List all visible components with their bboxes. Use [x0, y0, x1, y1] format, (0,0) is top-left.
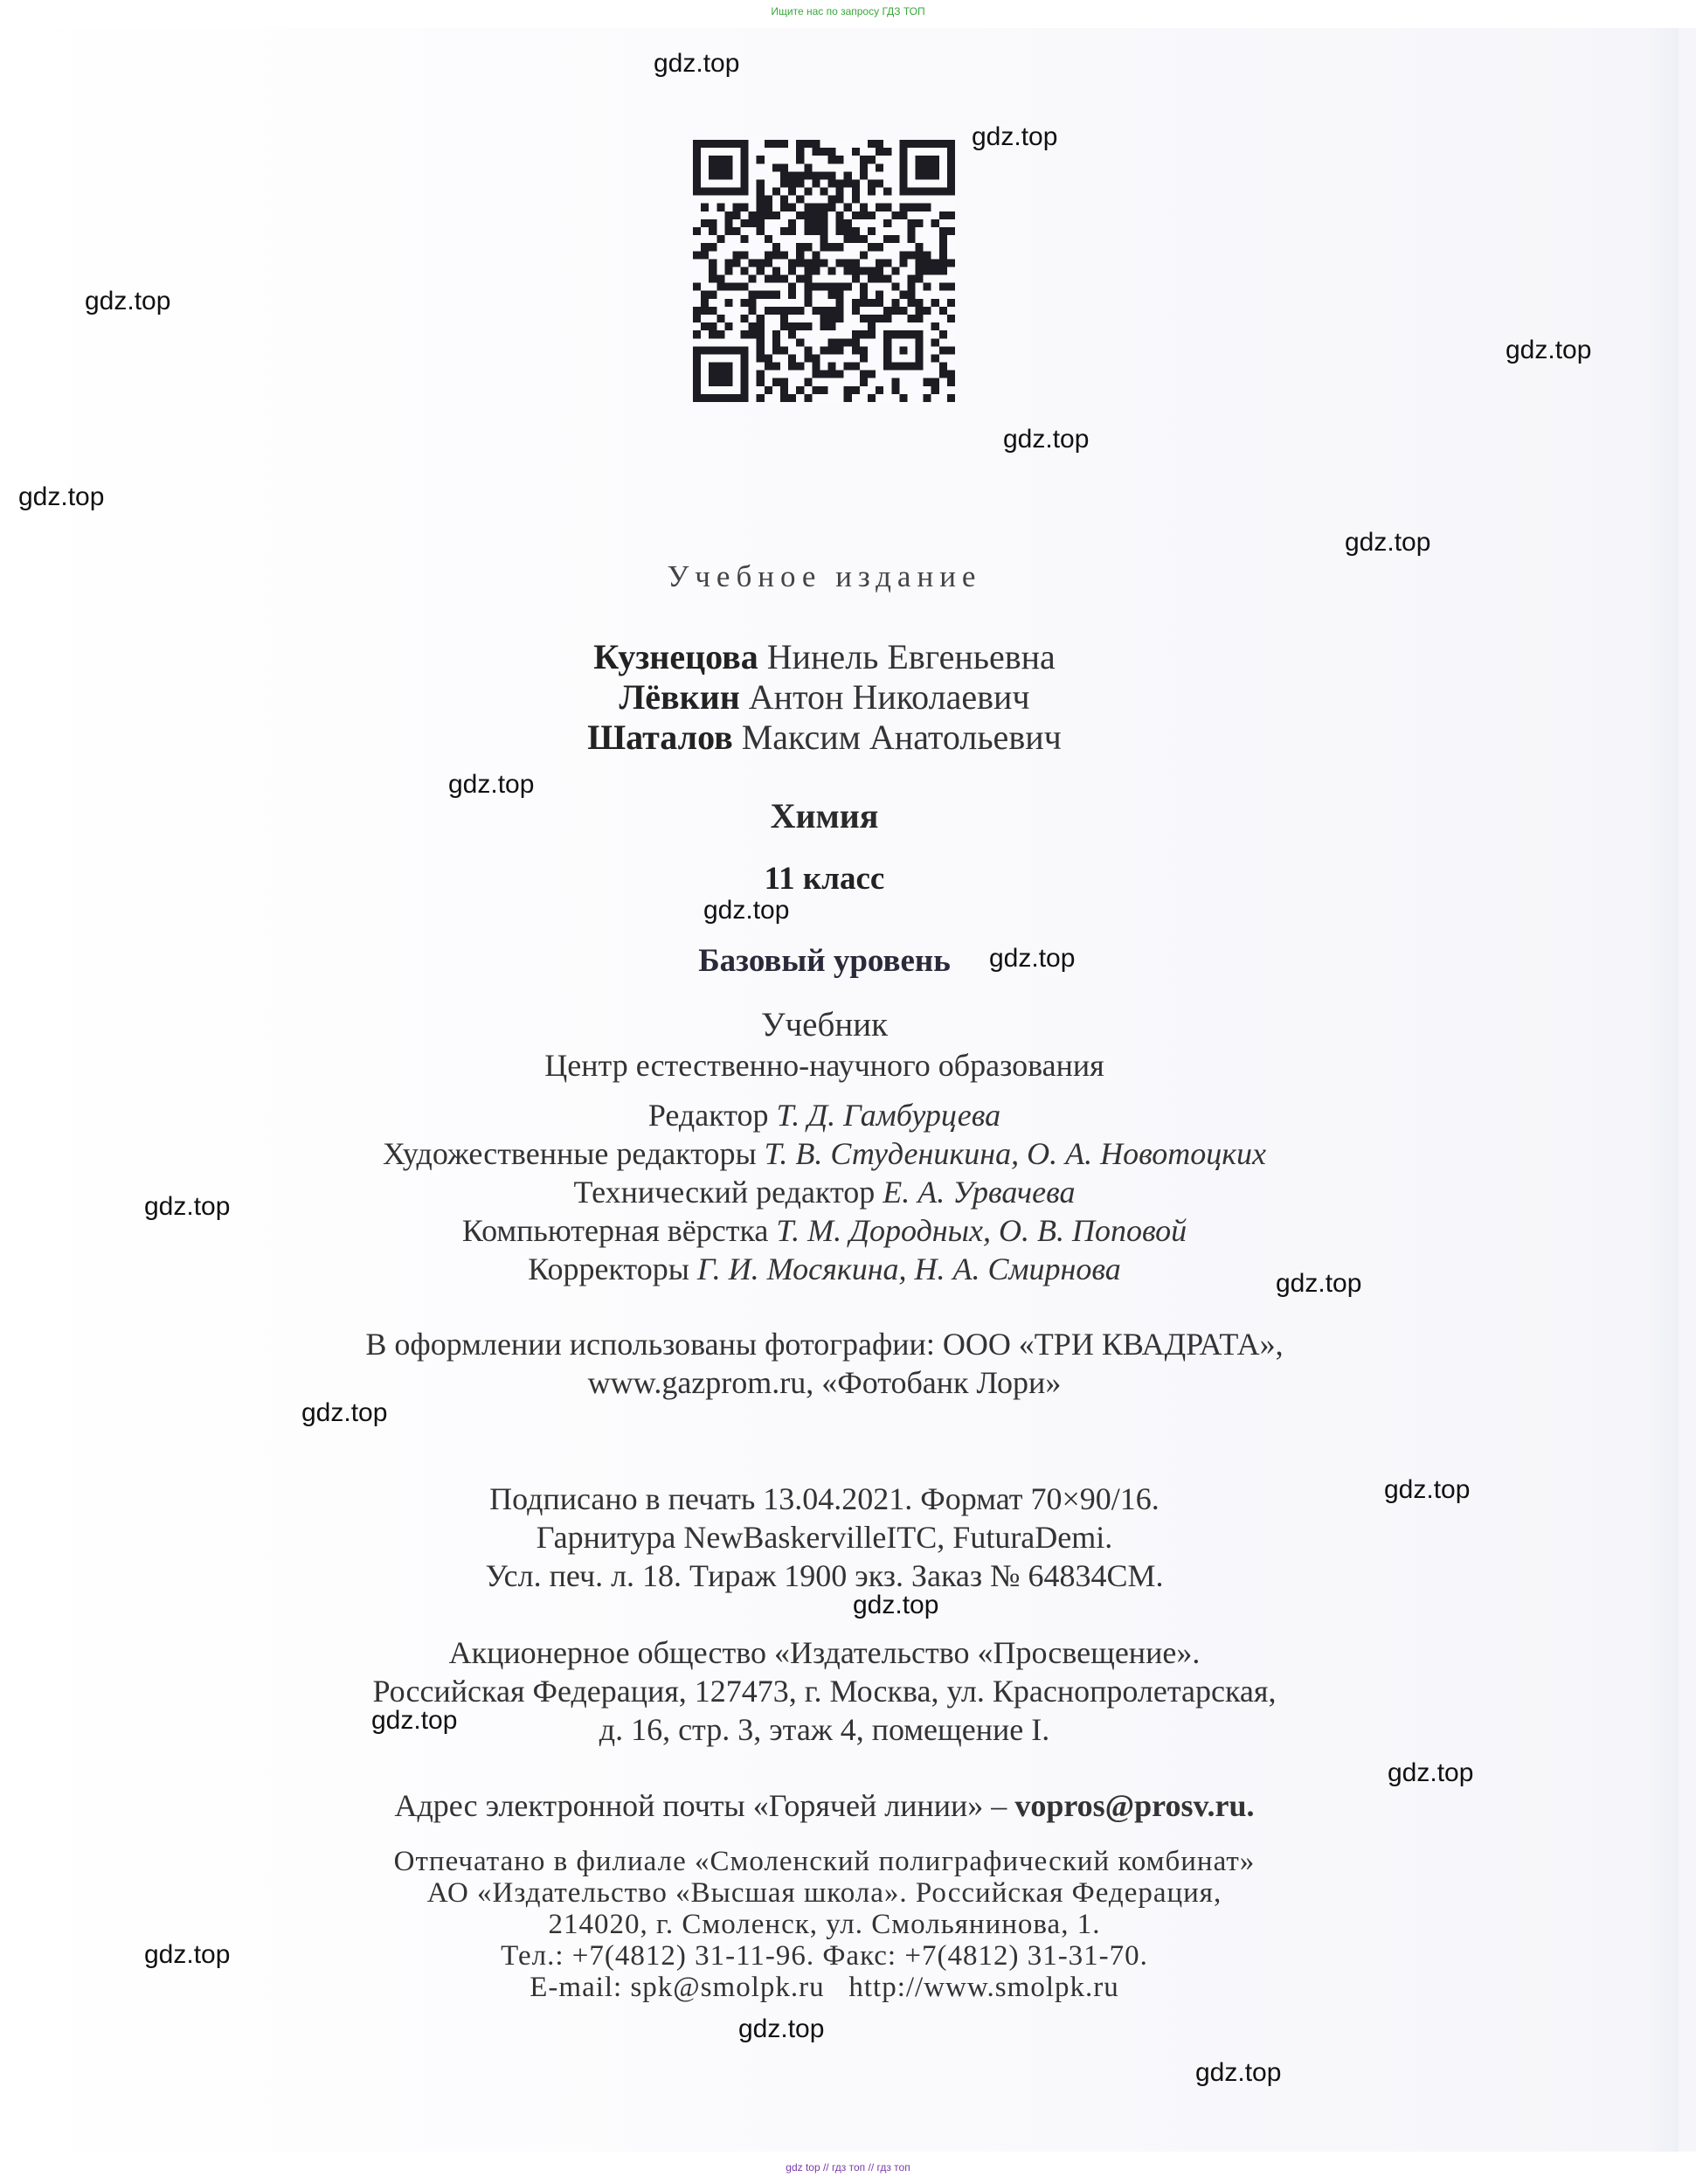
- hotline-line: [0, 1787, 1649, 1824]
- author-given-name: Антон Николаевич: [748, 677, 1030, 717]
- level: Базовый уровень: [698, 943, 951, 979]
- printer-line: 214020, г. Смоленск, ул. Смольянинова, 1.: [548, 1909, 1101, 1940]
- author-surname: Кузнецова: [593, 637, 758, 676]
- credit-role: Редактор: [647, 1098, 769, 1133]
- watermark: gdz.top: [1384, 1475, 1471, 1504]
- watermark: gdz.top: [85, 287, 171, 315]
- print-info-line: Подписано в печать 13.04.2021. Формат 70×90/16.: [489, 1481, 1160, 1516]
- watermark: gdz.top: [301, 1398, 388, 1427]
- publisher-line: Российская Федерация, 127473, г. Москва, ул. Краснопролетарская,: [372, 1674, 1277, 1709]
- printer-line: Отпечатано в филиале «Смоленский полиграфический комбинат»: [393, 1846, 1256, 1877]
- watermark: gdz.top: [1345, 528, 1431, 557]
- credit-line: [0, 1135, 1649, 1172]
- credit-names: Т. В. Студеникина, О. А. Новотоцких: [764, 1136, 1267, 1171]
- credit-role: Компьютерная вёрстка: [461, 1213, 769, 1248]
- watermark: gdz.top: [853, 1591, 939, 1619]
- page-edge-shadow: [1644, 28, 1679, 2152]
- credit-role: Технический редактор: [573, 1175, 876, 1210]
- hotline-label: Адрес электронной почты «Горячей линии» –: [394, 1788, 1007, 1823]
- watermark: gdz.top: [1506, 336, 1592, 364]
- credit-names: Т. М. Дородных, О. В. Поповой: [776, 1213, 1187, 1248]
- watermark: gdz.top: [989, 944, 1076, 973]
- watermark: gdz.top: [1276, 1269, 1362, 1298]
- grade: 11 класс: [764, 861, 885, 897]
- watermark: gdz.top: [738, 2014, 825, 2043]
- publisher-line: Акционерное общество «Издательство «Просвещение».: [448, 1635, 1201, 1670]
- watermark: gdz.top: [18, 482, 105, 511]
- print-info-line: Гарнитура NewBaskervilleITC, FuturaDemi.: [536, 1520, 1113, 1555]
- watermark: gdz.top: [1003, 425, 1090, 454]
- watermark: gdz.top: [144, 1940, 231, 1969]
- watermark: gdz.top: [703, 896, 790, 925]
- author-given-name: Нинель Евгеньевна: [766, 637, 1056, 676]
- printer-contacts[interactable]: E-mail: spk@smolpk.ru http://www.smolpk.ru: [530, 1972, 1119, 2003]
- qr-code[interactable]: [693, 140, 955, 402]
- bottom-banner[interactable]: gdz top // гдз топ // гдз топ: [786, 2161, 910, 2174]
- watermark: gdz.top: [371, 1706, 458, 1735]
- credit-names: Т. Д. Гамбурцева: [776, 1098, 1001, 1133]
- credit-line: [0, 1212, 1649, 1249]
- book-title: Химия: [770, 796, 879, 835]
- printer-line: АО «Издательство «Высшая школа». Российская Федерация,: [426, 1877, 1222, 1909]
- photos-credit: www.gazprom.ru, «Фотобанк Лори»: [587, 1365, 1062, 1400]
- author-line: [0, 636, 1649, 677]
- watermark: gdz.top: [972, 122, 1058, 151]
- credit-role: Художественные редакторы: [382, 1136, 757, 1171]
- credit-role: Корректоры: [528, 1251, 689, 1286]
- credit-line: [0, 1097, 1649, 1134]
- top-banner[interactable]: Ищите нас по запросу ГДЗ ТОП: [771, 5, 925, 17]
- author-line: [0, 676, 1649, 718]
- edition-type: Учебное издание: [667, 559, 982, 593]
- watermark: gdz.top: [448, 770, 535, 799]
- credit-line: [0, 1174, 1649, 1210]
- author-given-name: Максим Анатольевич: [741, 718, 1062, 757]
- author-line: [0, 717, 1649, 758]
- author-surname: Лёвкин: [619, 677, 740, 717]
- publisher-line: д. 16, стр. 3, этаж 4, помещение I.: [599, 1712, 1050, 1747]
- credit-names: Г. И. Мосякина, Н. А. Смирнова: [696, 1251, 1121, 1286]
- print-info-line: Усл. печ. л. 18. Тираж 1900 экз. Заказ № 64834СМ.: [485, 1558, 1164, 1593]
- book-type: Учебник: [760, 1006, 889, 1043]
- education-center: Центр естественно-научного образования: [544, 1048, 1104, 1083]
- watermark: gdz.top: [144, 1192, 231, 1221]
- photos-credit: В оформлении использованы фотографии: ООО «ТРИ КВАДРАТА»,: [365, 1327, 1284, 1362]
- credit-names: Е. А. Урвачева: [883, 1175, 1076, 1210]
- credit-line: [0, 1251, 1649, 1287]
- watermark: gdz.top: [654, 49, 740, 78]
- author-surname: Шаталов: [587, 718, 733, 757]
- watermark: gdz.top: [1195, 2058, 1282, 2087]
- hotline-email[interactable]: vopros@prosv.ru.: [1014, 1788, 1255, 1823]
- printer-line: Тел.: +7(4812) 31-11-96. Факс: +7(4812) 31-31-70.: [501, 1940, 1148, 1972]
- watermark: gdz.top: [1388, 1758, 1474, 1787]
